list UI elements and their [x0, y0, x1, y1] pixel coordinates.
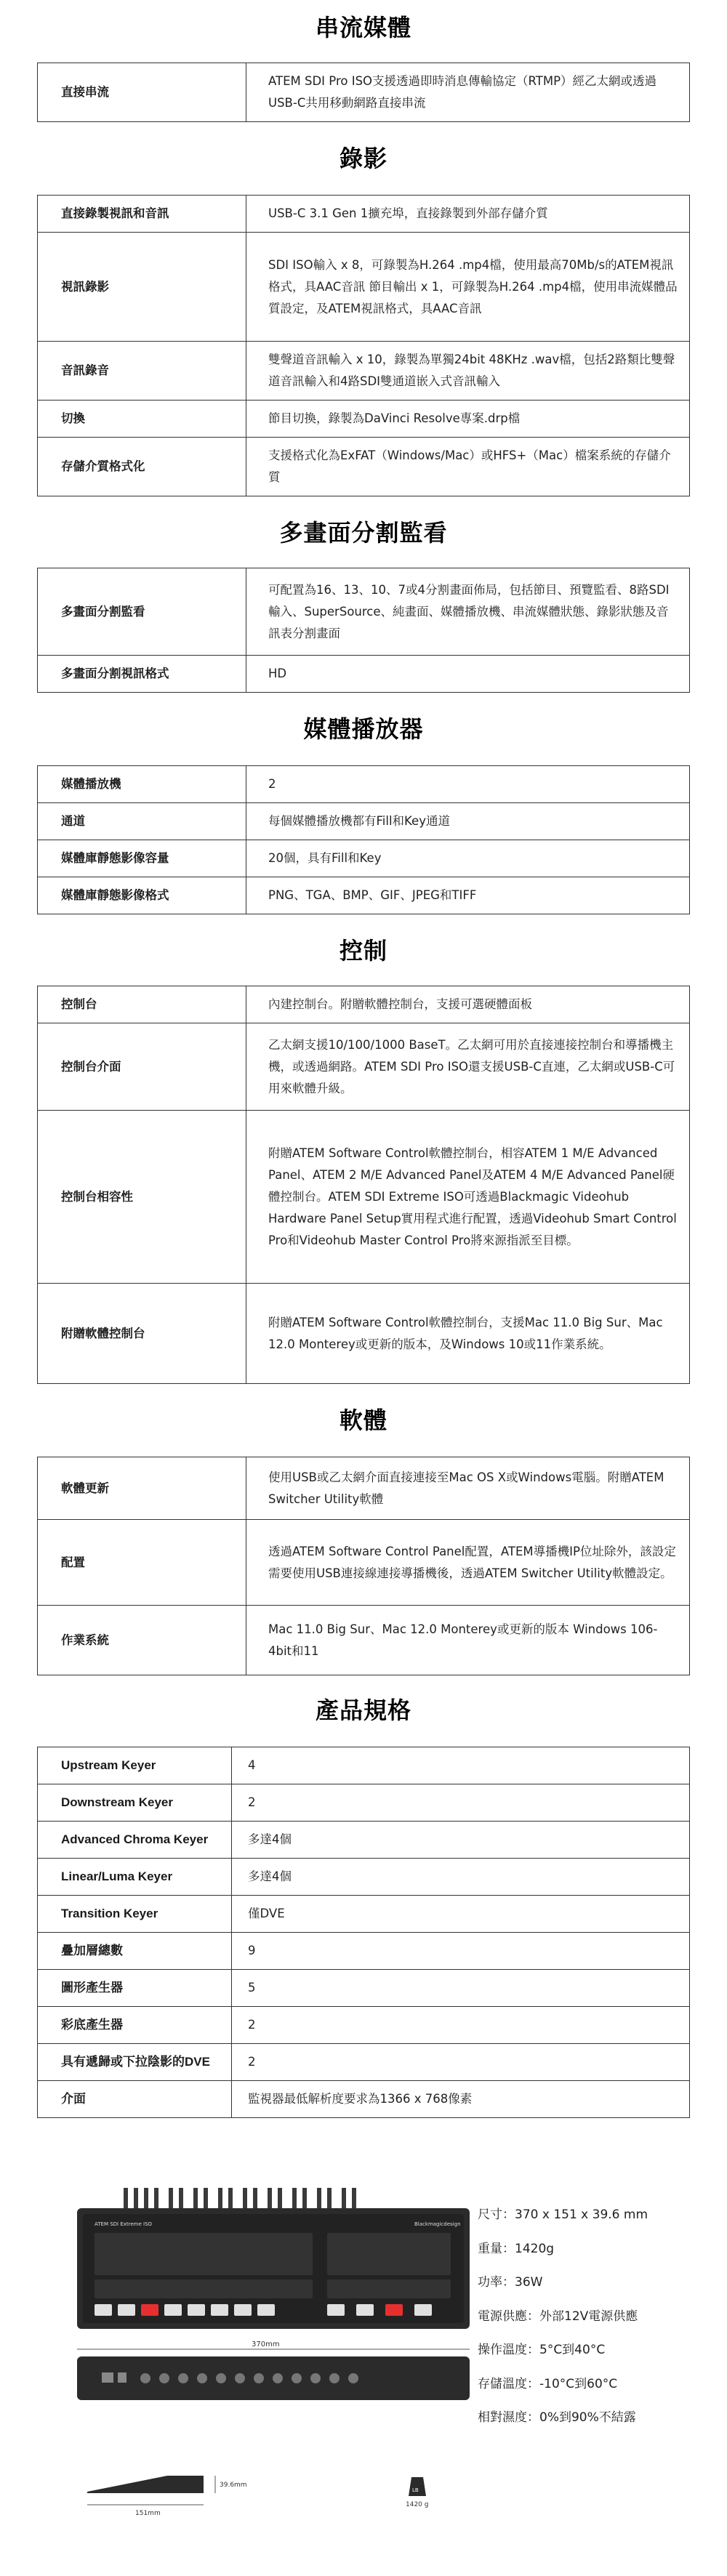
table-row	[38, 1859, 690, 1896]
table-row	[38, 568, 690, 656]
table-row	[38, 1111, 690, 1284]
row-value: 2	[232, 1784, 690, 1822]
section-title-control: 控制	[339, 937, 387, 965]
row-value: 內建控制台。附贈軟體控制台，支援可選硬體面板	[246, 986, 690, 1023]
row-value: PNG、TGA、BMP、GIF、JPEG和TIFF	[246, 877, 690, 914]
row-key: 存儲介質格式化	[38, 438, 246, 496]
row-key: 介面	[38, 2081, 232, 2118]
row-key: 媒體庫靜態影像格式	[38, 877, 246, 914]
row-value: 附贈ATEM Software Control軟體控制台，支援Mac 11.0 Big Sur、Mac 12.0 Monterey或更新的版本，及Windows 10或11作業系統。	[246, 1284, 690, 1384]
row-key: 通道	[38, 803, 246, 840]
list-item: 操作溫度：5°C到40°C	[478, 2343, 606, 2357]
weight-unit-label: LB	[412, 2487, 419, 2493]
weight-badge-label: 1420 g	[406, 2501, 429, 2508]
list-item: 重量：1420g	[478, 2241, 555, 2256]
table-row	[38, 2081, 690, 2118]
row-key: 配置	[38, 1520, 246, 1606]
row-value: 5	[232, 1970, 690, 2007]
row-key: 切換	[38, 401, 246, 438]
row-value: USB-C 3.1 Gen 1擴充埠，直接錄製到外部存儲介質	[246, 196, 690, 233]
row-value: HD	[246, 656, 690, 693]
table-row	[38, 656, 690, 693]
row-key: 彩底產生器	[38, 2007, 232, 2044]
row-key: Upstream Keyer	[38, 1747, 232, 1784]
table-row	[38, 401, 690, 438]
height-label: 39.6mm	[220, 2482, 247, 2489]
row-key: 控制台介面	[38, 1023, 246, 1111]
device-model-label: ATEM SDI Extreme ISO	[95, 2221, 153, 2227]
row-key: 媒體播放機	[38, 766, 246, 803]
device-side-view	[87, 2476, 204, 2493]
product-section	[0, 2159, 727, 2551]
row-key: 視訊錄影	[38, 233, 246, 342]
row-value: 每個媒體播放機都有Fill和Key通道	[246, 803, 690, 840]
list-item: 相對濕度：0%到90%不結露	[478, 2410, 636, 2425]
row-key: Transition Keyer	[38, 1896, 232, 1933]
table-row	[38, 1822, 690, 1859]
table-row	[38, 1457, 690, 1520]
multiview-table	[37, 568, 690, 693]
recording-table	[37, 195, 690, 496]
table-row	[38, 1747, 690, 1784]
row-key: 多畫面分割監看	[38, 568, 246, 656]
table-row	[38, 1933, 690, 1970]
table-row	[38, 2044, 690, 2081]
table-row	[38, 63, 690, 122]
list-item: 電源供應：外部12V電源供應	[478, 2309, 638, 2324]
row-value: 2	[232, 2044, 690, 2081]
list-item: 尺寸：370 x 151 x 39.6 mm	[478, 2207, 648, 2222]
table-row	[38, 233, 690, 342]
streaming-table	[37, 63, 690, 122]
section-title-specs: 產品規格	[315, 1696, 411, 1724]
row-key: 多畫面分割視訊格式	[38, 656, 246, 693]
media-table	[37, 765, 690, 914]
software-table	[37, 1457, 690, 1675]
table-row	[38, 438, 690, 496]
row-value: 4	[232, 1747, 690, 1784]
table-row	[38, 342, 690, 401]
device-brand-label: Blackmagicdesign	[414, 2221, 461, 2227]
section-title-recording: 錄影	[339, 145, 387, 172]
control-table	[37, 986, 690, 1384]
section-title-multiview: 多畫面分割監看	[279, 519, 448, 547]
row-key: 附贈軟體控制台	[38, 1284, 246, 1384]
row-value: SDI ISO輸入 x 8，可錄製為H.264 .mp4檔，使用最高70Mb/s的ATEM視訊格式，具AAC音訊 節目輸出 x 1，可錄製為H.264 .mp4檔，使用串流媒體品質設定，及ATEM視訊格式，具AAC音訊	[246, 233, 690, 342]
row-value: 監視器最低解析度要求為1366 x 768像素	[232, 2081, 690, 2118]
row-key: Linear/Luma Keyer	[38, 1859, 232, 1896]
table-row	[38, 1023, 690, 1111]
row-value: 節目切換，錄製為DaVinci Resolve專案.drp檔	[246, 401, 690, 438]
specs-table	[37, 1747, 690, 2118]
physical-specs-list	[478, 2198, 710, 2435]
width-label: 370mm	[252, 2340, 280, 2348]
row-key: 控制台相容性	[38, 1111, 246, 1284]
row-value: 9	[232, 1933, 690, 1970]
row-key: 直接串流	[38, 63, 246, 122]
table-row	[38, 1970, 690, 2007]
row-key: 軟體更新	[38, 1457, 246, 1520]
table-row	[38, 2007, 690, 2044]
product-illustration	[73, 2188, 480, 2537]
table-row	[38, 1284, 690, 1384]
bnc-connectors-icon	[124, 2188, 356, 2210]
row-value: 透過ATEM Software Control Panel配置，ATEM導播機IP位址除外，該設定需要使用USB連接線連接導播機後，透過ATEM Switcher Utility軟體設定。	[246, 1520, 690, 1606]
row-value: ATEM SDI Pro ISO支援透過即時消息傳輸協定（RTMP）經乙太網或透過USB-C共用移動網路直接串流	[246, 63, 690, 122]
depth-label: 151mm	[135, 2510, 161, 2517]
weight-icon	[409, 2477, 426, 2496]
row-key: 控制台	[38, 986, 246, 1023]
row-key: 具有遞歸或下拉陰影的DVE	[38, 2044, 232, 2081]
table-row	[38, 1896, 690, 1933]
row-value: 支援格式化為ExFAT（Windows/Mac）或HFS+（Mac）檔案系統的存儲介質	[246, 438, 690, 496]
section-title-software: 軟體	[339, 1406, 387, 1434]
row-value: 乙太網支援10/100/1000 BaseT。乙太網可用於直接連接控制台和導播機主機，或透過網路。ATEM SDI Pro ISO還支援USB-C直連，乙太網或USB-C可用來軟體升級。	[246, 1023, 690, 1111]
table-row	[38, 877, 690, 914]
row-key: 媒體庫靜態影像容量	[38, 840, 246, 877]
table-row	[38, 803, 690, 840]
table-row	[38, 1606, 690, 1675]
row-value: 2	[232, 2007, 690, 2044]
row-key: Downstream Keyer	[38, 1784, 232, 1822]
list-item: 存儲溫度：-10°C到60°C	[478, 2376, 618, 2391]
row-value: 使用USB或乙太網介面直接連接至Mac OS X或Windows電腦。附贈ATEM Switcher Utility軟體	[246, 1457, 690, 1520]
table-row	[38, 1784, 690, 1822]
row-key: 圖形產生器	[38, 1970, 232, 2007]
row-key: 作業系統	[38, 1606, 246, 1675]
section-title-streaming: 串流媒體	[315, 14, 411, 41]
row-key: 直接錄製視訊和音訊	[38, 196, 246, 233]
row-value: Mac 11.0 Big Sur、Mac 12.0 Monterey或更新的版本 Windows 106-4bit和11	[246, 1606, 690, 1675]
row-value: 附贈ATEM Software Control軟體控制台，相容ATEM 1 M/E Advanced Panel、ATEM 2 M/E Advanced Panel及ATEM 4 M/E Advanced Panel硬體控制台。ATEM SDI Extreme ISO可透過Blackmagic Videohub Hardware Panel Setup實用程式進行配置，透過Videohub Smart Control Pro和Videohub Master Control Pro將來源指派至目標。	[246, 1111, 690, 1284]
row-value: 多達4個	[232, 1822, 690, 1859]
row-value: 可配置為16、13、10、7或4分割畫面佈局，包括節目、預覽監看、8路SDI輸入、SuperSource、純畫面、媒體播放機、串流媒體狀態、錄影狀態及音訊表分割畫面	[246, 568, 690, 656]
section-title-media: 媒體播放器	[303, 715, 424, 743]
control-buttons-icon	[95, 2233, 451, 2298]
row-key: Advanced Chroma Keyer	[38, 1822, 232, 1859]
table-row	[38, 840, 690, 877]
row-key: 疊加層總數	[38, 1933, 232, 1970]
row-key: 音訊錄音	[38, 342, 246, 401]
row-value: 20個，具有Fill和Key	[246, 840, 690, 877]
row-value: 多達4個	[232, 1859, 690, 1896]
table-row	[38, 196, 690, 233]
table-row	[38, 1520, 690, 1606]
table-row	[38, 766, 690, 803]
row-value: 雙聲道音訊輸入 x 10，錄製為單獨24bit 48KHz .wav檔，包括2路類比雙聲道音訊輸入和4路SDI雙通道嵌入式音訊輸入	[246, 342, 690, 401]
list-item: 功率：36W	[478, 2275, 543, 2290]
row-value: 2	[246, 766, 690, 803]
row-value: 僅DVE	[232, 1896, 690, 1933]
table-row	[38, 986, 690, 1023]
